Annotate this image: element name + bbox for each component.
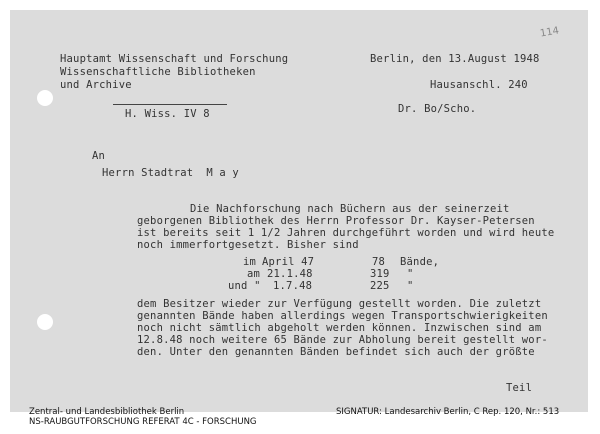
- body-line: 12.8.48 noch weitere 65 Bände zur Abholung bereit gestellt wor-: [137, 334, 548, 346]
- recipient-name: Herrn Stadtrat M a y: [102, 167, 239, 179]
- punch-hole: [37, 314, 53, 330]
- delivery-prefix: im: [243, 256, 257, 268]
- recipient-prefix: An: [92, 150, 106, 162]
- pencil-page-number: 114: [539, 25, 560, 40]
- delivery-date: 21.1.48: [267, 268, 313, 280]
- body-line: ist bereits seit 1 1/2 Jahren durchgeführt worden und wird heute: [137, 227, 555, 239]
- body-line: geborgenen Bibliothek des Herrn Professor Dr. Kayser-Petersen: [137, 215, 535, 227]
- reference-number: H. Wiss. IV 8: [125, 108, 210, 120]
- office-line-3: und Archive: [60, 79, 132, 91]
- delivery-count: 319: [370, 268, 390, 280]
- delivery-date: April 47: [262, 256, 315, 268]
- footer-department: NS-RAUBGUTFORSCHUNG REFERAT 4C - FORSCHUNG: [29, 417, 257, 427]
- delivery-date: 1.7.48: [273, 280, 313, 292]
- punch-hole: [37, 90, 53, 106]
- footer-institution: Zentral- und Landesbibliothek Berlin: [29, 407, 185, 417]
- catchword: Teil: [506, 382, 533, 394]
- body-line: den. Unter den genannten Bänden befindet sich auch der größte: [137, 346, 535, 358]
- office-line-2: Wissenschaftliche Bibliotheken: [60, 66, 256, 78]
- delivery-prefix: und ": [228, 280, 261, 292]
- body-line: noch immerfortgesetzt. Bisher sind: [137, 239, 359, 251]
- delivery-unit: ": [407, 268, 414, 280]
- delivery-unit: ": [407, 280, 414, 292]
- delivery-unit: Bände,: [400, 256, 440, 268]
- body-line: dem Besitzer wieder zur Verfügung gestellt worden. Die zuletzt: [137, 298, 542, 310]
- body-line: Die Nachforschung nach Büchern aus der seinerzeit: [190, 203, 510, 215]
- delivery-count: 78: [372, 256, 386, 268]
- delivery-prefix: am: [247, 268, 261, 280]
- office-line-1: Hauptamt Wissenschaft und Forschung: [60, 53, 289, 65]
- place-date: Berlin, den 13.August 1948: [370, 53, 540, 65]
- body-line: genannten Bände haben allerdings wegen Transportschwierigkeiten: [137, 310, 548, 322]
- body-line: noch nicht sämtlich abgeholt werden können. Inzwischen sind am: [137, 322, 542, 334]
- footer-signature: SIGNATUR: Landesarchiv Berlin, C Rep. 120, Nr.: 513: [336, 407, 560, 417]
- dictation-initials: Dr. Bo/Scho.: [398, 103, 477, 115]
- header-rule: [113, 104, 227, 105]
- phone-extension: Hausanschl. 240: [430, 79, 528, 91]
- delivery-count: 225: [370, 280, 390, 292]
